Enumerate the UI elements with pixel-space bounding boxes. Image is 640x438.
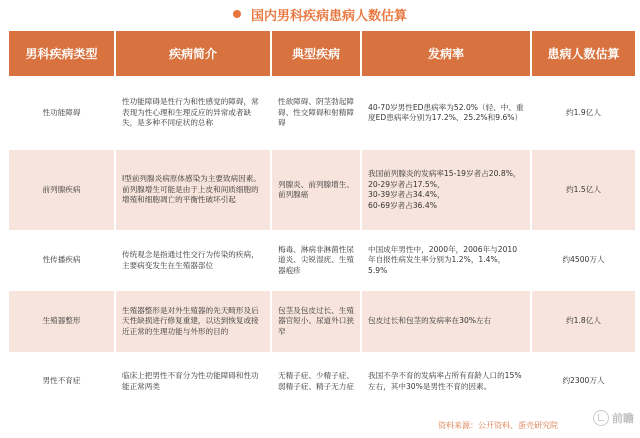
row-typical: 梅毒、淋病非淋菌性尿道炎、尖锐湿疣、生殖器疱疹: [271, 230, 361, 291]
table-row: [9, 76, 635, 150]
row-count: 约1.8亿人: [531, 291, 635, 352]
row-category: 男性不育症: [9, 352, 115, 411]
row-category: 性功能障碍: [9, 76, 115, 150]
row-incidence: 中国成年男性中，2000年，2006年与2010年自报性病发生率分别为1.2%，1.4%，5.9%: [361, 230, 531, 291]
table-row: [9, 150, 635, 230]
disease-table: [9, 31, 635, 411]
watermark: [593, 410, 634, 426]
row-intro: 传统观念是指通过性交行为传染的疾病，主要病变发生在生殖器部位: [115, 230, 271, 291]
row-typical: 包茎及包皮过长、生殖器官短小、尿道外口狭窄: [271, 291, 361, 352]
row-count: 约1.9亿人: [531, 76, 635, 150]
row-typical: 无精子症、少精子症、弱精子症、精子无力症: [271, 352, 361, 411]
title-bar: [0, 0, 640, 28]
row-typical: 列腺炎、前列腺增生、前列腺癌: [271, 150, 361, 230]
row-intro: 性功能障碍是性行为和性感觉的障碍，常表现为性心理和生理反应的异常或者缺失，是多种不同症状的总称: [115, 76, 271, 150]
table-row: [9, 352, 635, 411]
row-incidence: 包皮过长和包茎的发病率在30%左右: [361, 291, 531, 352]
watermark-logo-icon: [593, 410, 609, 426]
header-incidence: 发病率: [361, 31, 531, 76]
row-intro: Ⅰ型前列腺炎病原体感染为主要致病因素。前列腺增生可能是由于上皮和间质细胞的增殖和细胞凋亡的平衡性破坏引起: [115, 150, 271, 230]
table-header-row: [9, 31, 635, 76]
row-count: 约1.5亿人: [531, 150, 635, 230]
header-intro: 疾病简介: [115, 31, 271, 76]
row-typical: 性欲障碍、阴茎勃起障碍、性交障碍和射精障碍: [271, 76, 361, 150]
table-row: [9, 230, 635, 291]
row-intro: 临床上把男性不育分为性功能障碍和性功能正常两类: [115, 352, 271, 411]
row-incidence: 我国前列腺炎的发病率15-19岁者占20.8%， 20-29岁者占17.5%， 30-39岁者占34.4%， 60-69岁者占36.4%: [361, 150, 531, 230]
source-note: 资料来源：公开资料、蛋壳研究院: [438, 421, 558, 430]
row-category: 前列腺疾病: [9, 150, 115, 230]
row-incidence: 40-70岁男性ED患病率为52.0%（轻、中、重度ED患病率分别为17.2%、25.2%和9.6%）: [361, 76, 531, 150]
header-count: 患病人数估算: [531, 31, 635, 76]
header-typical: 典型疾病: [271, 31, 361, 76]
page-title: 国内男科疾病患病人数估算: [250, 8, 407, 24]
row-category: 性传播疾病: [9, 230, 115, 291]
watermark-text: 前瞻: [612, 412, 634, 425]
row-count: 约4500万人: [531, 230, 635, 291]
header-category: 男科疾病类型: [9, 31, 115, 76]
row-incidence: 我国不孕不育的发病率占所有育龄人口的15%左右，其中30%是男性不育的因素。: [361, 352, 531, 411]
bullet-dot-icon: [233, 10, 241, 18]
row-intro: 生殖器整形是对外生殖器的先天畸形及后天性缺损进行修复重建，以达到恢复或接近正常的生理功能与外形的目的: [115, 291, 271, 352]
table-row: [9, 291, 635, 352]
row-count: 约2300万人: [531, 352, 635, 411]
row-category: 生殖器整形: [9, 291, 115, 352]
